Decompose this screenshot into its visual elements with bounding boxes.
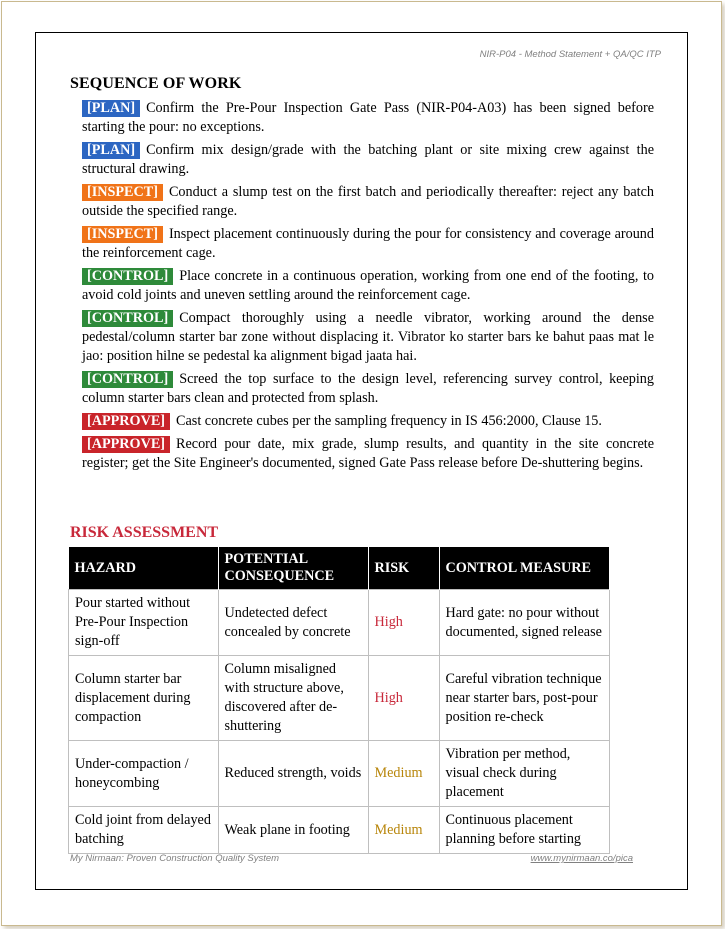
- consequence-cell: Undetected defect concealed by concrete: [218, 590, 368, 656]
- step-text: Record pour date, mix grade, slump results, and quantity in the site concrete register; get the Site Engineer's documented, signed Gate Pass release before De-shuttering begins.: [82, 436, 654, 471]
- column-header-consequence: POTENTIAL CONSEQUENCE: [218, 547, 368, 590]
- table-row: [69, 656, 610, 741]
- step-tag: [INSPECT]: [82, 184, 163, 201]
- step-text: Cast concrete cubes per the sampling frequency in IS 456:2000, Clause 15.: [176, 413, 602, 429]
- step-tag: [CONTROL]: [82, 371, 173, 388]
- column-header-control: CONTROL MEASURE: [439, 547, 610, 590]
- sequence-steps: [82, 99, 654, 477]
- step-item: [82, 412, 654, 431]
- step-tag: [CONTROL]: [82, 268, 173, 285]
- step-text: Inspect placement continuously during the pour for consistency and coverage around the reinforcement cage.: [82, 226, 654, 261]
- risk-level-cell: Medium: [368, 807, 439, 854]
- step-text: Place concrete in a continuous operation, working from one end of the footing, to avoid cold joints and uneven settling around the reinforcement cage.: [82, 268, 654, 303]
- control-cell: Continuous placement planning before starting: [439, 807, 610, 854]
- consequence-cell: Column misaligned with structure above, discovered after de-shuttering: [218, 656, 368, 741]
- step-text: Confirm mix design/grade with the batching plant or site mixing crew against the structural drawing.: [82, 142, 654, 177]
- risk-level-cell: High: [368, 656, 439, 741]
- sequence-heading: SEQUENCE OF WORK: [70, 75, 242, 92]
- risk-heading: RISK ASSESSMENT: [70, 524, 219, 541]
- step-item: [82, 435, 654, 473]
- risk-table-header-row: [69, 547, 610, 590]
- step-item: [82, 267, 654, 305]
- table-row: [69, 590, 610, 656]
- step-tag: [CONTROL]: [82, 310, 173, 327]
- step-item: [82, 370, 654, 408]
- step-item: [82, 99, 654, 137]
- step-item: [82, 309, 654, 366]
- step-text: Conduct a slump test on the first batch and periodically thereafter: reject any batch outside the specified range.: [82, 184, 654, 219]
- risk-level-cell: Medium: [368, 741, 439, 807]
- step-text: Compact thoroughly using a needle vibrator, working around the dense pedestal/column starter bar zone without displacing it. Vibrator ko starter bars ke bahut paas mat le jao: position hilne se pedestal ka alignment bigad jaata hai.: [82, 310, 654, 364]
- consequence-cell: Reduced strength, voids: [218, 741, 368, 807]
- step-tag: [PLAN]: [82, 142, 140, 159]
- column-header-risk: RISK: [368, 547, 439, 590]
- table-row: [69, 741, 610, 807]
- hazard-cell: Under-compaction / honeycombing: [69, 741, 219, 807]
- document-page: [35, 32, 688, 890]
- risk-table: [68, 547, 610, 854]
- step-item: [82, 141, 654, 179]
- risk-level-cell: High: [368, 590, 439, 656]
- step-item: [82, 225, 654, 263]
- footer-brand: My Nirmaan: Proven Construction Quality System: [70, 853, 280, 864]
- control-cell: Careful vibration technique near starter bars, post-pour position re-check: [439, 656, 610, 741]
- step-tag: [INSPECT]: [82, 226, 163, 243]
- hazard-cell: Cold joint from delayed batching: [69, 807, 219, 854]
- step-tag: [APPROVE]: [82, 436, 170, 453]
- step-item: [82, 183, 654, 221]
- consequence-cell: Weak plane in footing: [218, 807, 368, 854]
- hazard-cell: Column starter bar displacement during compaction: [69, 656, 219, 741]
- header-doc-ref: NIR-P04 - Method Statement + QA/QC ITP: [479, 49, 661, 60]
- step-tag: [APPROVE]: [82, 413, 170, 430]
- step-text: Confirm the Pre-Pour Inspection Gate Pass (NIR-P04-A03) has been signed before starting the pour: no exceptions.: [82, 100, 654, 135]
- step-text: Screed the top surface to the design level, referencing survey control, keeping column starter bars clean and protected from splash.: [82, 371, 654, 406]
- hazard-cell: Pour started without Pre-Pour Inspection sign-off: [69, 590, 219, 656]
- column-header-hazard: HAZARD: [69, 547, 219, 590]
- footer-link[interactable]: www.mynirmaan.co/pica: [530, 853, 633, 864]
- table-row: [69, 807, 610, 854]
- step-tag: [PLAN]: [82, 100, 140, 117]
- control-cell: Vibration per method, visual check during placement: [439, 741, 610, 807]
- control-cell: Hard gate: no pour without documented, signed release: [439, 590, 610, 656]
